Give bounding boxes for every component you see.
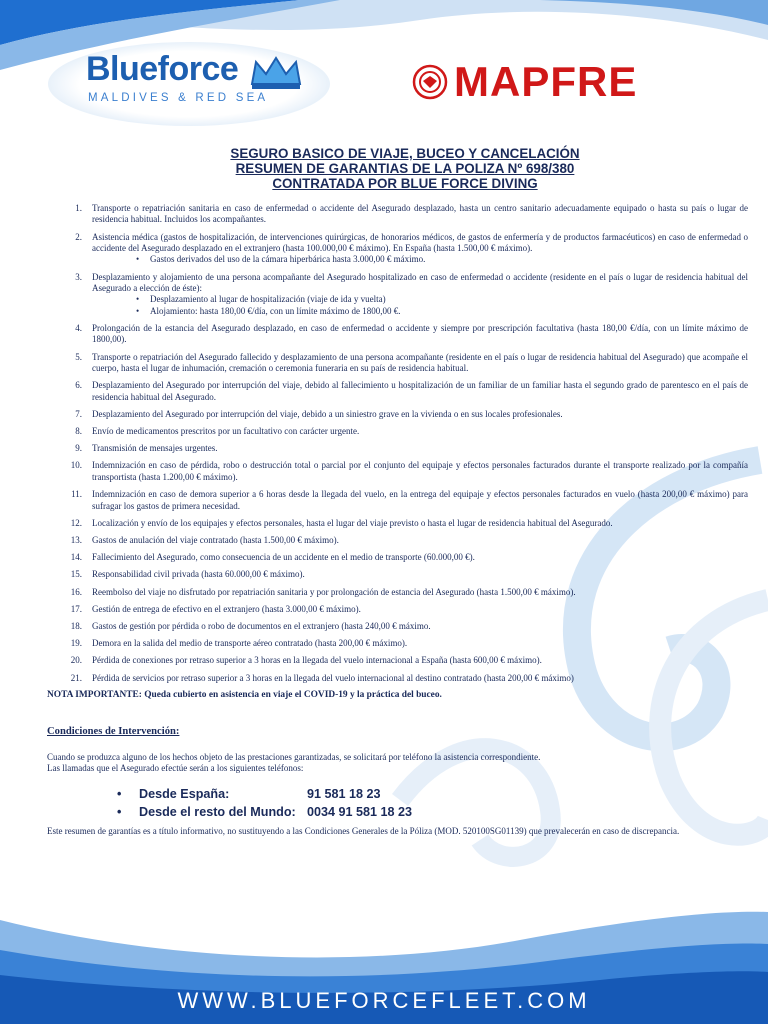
disclaimer: Este resumen de garantías es a título informativo, no sustituyendo a las Condiciones Generales de la Póliza (MOD. 520100SG01139) que prevalecerán en caso de discrepancia. <box>47 826 680 836</box>
coverage-item <box>58 232 748 266</box>
coverage-item <box>58 409 748 420</box>
item-number: 11. <box>71 489 82 500</box>
sub-item: • Gastos derivados del uso de la cámara hiperbárica hasta 3.000,00 € máximo. <box>92 254 748 265</box>
coverage-item <box>58 587 748 598</box>
important-note: NOTA IMPORTANTE: Queda cubierto en asistencia en viaje el COVID-19 y la práctica del buceo. <box>47 690 442 700</box>
item-text: Indemnización en caso de pérdida, robo o destrucción total o parcial por el conjunto del equipaje y efectos personales facturados durante el transporte realizado por la compañía transportista (hasta 1.200,00 € máximo). <box>92 460 748 482</box>
item-text: Indemnización en caso de demora superior a 6 horas desde la llegada del vuelo, en la entrega del equipaje y efectos personales facturados en vuelo (hasta 200,00 € máximo) para sufragar los gastos de primera necesidad. <box>92 489 748 511</box>
item-number: 6. <box>75 380 82 391</box>
coverage-item <box>58 673 748 684</box>
document-title <box>120 146 690 191</box>
coverage-item <box>58 352 748 375</box>
item-text: Desplazamiento del Asegurado por interrupción del viaje, debido al fallecimiento u hospitalización de un familiar de un familiar hasta el segundo grado de parentesco en el país de residencia habitual del Asegurado. <box>92 380 748 402</box>
mapfre-logo <box>412 60 692 106</box>
coverage-item <box>58 621 748 632</box>
item-text: Reembolso del viaje no disfrutado por repatriación sanitaria y por prolongación de estancia del Asegurado (hasta 1.500,00 € máximo). <box>92 586 576 597</box>
item-number: 9. <box>75 443 82 454</box>
coverage-item <box>58 489 748 512</box>
item-number: 12. <box>70 517 82 528</box>
coverage-item <box>58 443 748 454</box>
conditions-line: Las llamadas que el Asegurado efectúe serán a los siguientes teléfonos: <box>47 763 304 774</box>
item-text: Transporte o repatriación del Asegurado fallecido y desplazamiento de una persona acompañante (residente en el país o lugar de residencia habitual del Asegurado) que acompañe el cuerpo, hasta el lugar de inhumación, cremación o ceremonia funeraria en su país de residencia habitual. <box>92 351 748 374</box>
mapfre-emblem-icon <box>412 64 448 100</box>
crown-icon <box>248 54 304 90</box>
item-text: Fallecimiento del Asegurado, como consecuencia de un accidente en el medio de transporte (60.000,00 €). <box>92 552 475 563</box>
item-text: Asistencia médica (gastos de hospitalización, de intervenciones quirúrgicas, de honorarios médicos, de gastos de enfermería y de productos farmacéuticos) en caso de enfermedad o accidente del Asegurado desplazado en el extranjero (hasta 100.000,00 € máximo). En España (hasta 1.500,00 € máximo). <box>92 231 748 254</box>
sub-item: • Alojamiento: hasta 180,00 €/día, con un límite máximo de 1800,00 €. <box>92 306 748 317</box>
item-text: Pérdida de conexiones por retraso superior a 3 horas en la llegada del vuelo internacional a España (hasta 600,00 € máximo). <box>92 655 542 666</box>
item-number: 8. <box>75 426 82 437</box>
item-number: 5. <box>75 351 82 362</box>
coverage-item <box>58 655 748 666</box>
coverage-item <box>58 552 748 563</box>
item-number: 15. <box>70 569 82 580</box>
item-number: 21. <box>70 672 82 683</box>
item-number: 7. <box>75 408 82 419</box>
phone-label: Desde España: <box>139 787 230 801</box>
item-text: Transmisión de mensajes urgentes. <box>92 443 218 454</box>
insurer-name: MAPFRE <box>454 58 638 105</box>
item-number: 2. <box>75 231 82 242</box>
coverage-item <box>58 203 748 226</box>
item-text: Desplazamiento y alojamiento de una persona acompañante del Asegurado hospitalizado en caso de enfermedad o accidente (residente en el país o lugar de residencia habitual del Asegurado a elección de éste): <box>92 271 748 294</box>
item-text: Pérdida de servicios por retraso superior a 3 horas en la llegada del vuelo internacional al destino contratado (hasta 200,00 € máximo) <box>92 672 574 683</box>
item-number: 19. <box>70 638 82 649</box>
conditions-text <box>47 752 707 775</box>
item-number: 4. <box>75 323 82 334</box>
sub-item: • Desplazamiento al lugar de hospitalización (viaje de ida y vuelta) <box>92 294 748 305</box>
coverage-list <box>58 203 748 690</box>
item-text: Gastos de anulación del viaje contratado (hasta 1.500,00 € máximo). <box>92 534 339 545</box>
coverage-item <box>58 323 748 346</box>
phone-number[interactable]: 91 581 18 23 <box>307 787 381 801</box>
coverage-item <box>58 638 748 649</box>
item-text: Envío de medicamentos prescritos por un facultativo con carácter urgente. <box>92 426 360 437</box>
item-number: 17. <box>70 603 82 614</box>
item-number: 20. <box>70 655 82 666</box>
item-text: Localización y envío de los equipajes y efectos personales, hasta el lugar del viaje previsto o hasta el lugar de residencia habitual del Asegurado. <box>92 517 613 528</box>
bullet-icon: • <box>117 805 122 819</box>
item-text: Gestión de entrega de efectivo en el extranjero (hasta 3.000,00 € máximo). <box>92 603 361 614</box>
item-text: Gastos de gestión por pérdida o robo de documentos en el extranjero (hasta 240,00 € máximo. <box>92 620 431 631</box>
brand-name: Blueforce <box>86 50 239 88</box>
title-line: CONTRATADA POR BLUE FORCE DIVING <box>272 176 538 191</box>
coverage-item <box>58 380 748 403</box>
item-number: 18. <box>70 620 82 631</box>
bullet-icon: • <box>117 787 122 801</box>
item-number: 16. <box>70 586 82 597</box>
item-number: 3. <box>75 271 82 282</box>
conditions-line: Cuando se produzca alguno de los hechos objeto de las prestaciones garantizadas, se solicitará por teléfono la asistencia correspondiente. <box>47 752 541 762</box>
brand-tagline: MALDIVES & RED SEA <box>88 92 269 104</box>
item-number: 10. <box>70 460 82 471</box>
title-line: RESUMEN DE GARANTIAS DE LA POLIZA Nº 698/380 <box>235 161 575 176</box>
item-text: Prolongación de la estancia del Asegurado desplazado, en caso de enfermedad o accidente y siempre por prescripción facultativa (hasta 180,00 €/día, con un límite máximo de 1800,00). <box>92 323 748 345</box>
coverage-item <box>58 604 748 615</box>
item-text: Responsabilidad civil privada (hasta 60.000,00 € máximo). <box>92 569 305 580</box>
title-line: SEGURO BASICO DE VIAJE, BUCEO Y CANCELACIÓN <box>230 146 580 161</box>
coverage-item <box>58 426 748 437</box>
phone-label: Desde el resto del Mundo: <box>139 805 296 819</box>
phone-number[interactable]: 0034 91 581 18 23 <box>307 805 413 819</box>
coverage-item <box>58 460 748 483</box>
item-number: 1. <box>75 203 82 213</box>
conditions-heading: Condiciones de Intervención: <box>47 726 180 737</box>
coverage-item <box>58 272 748 318</box>
footer-website-link[interactable]: WWW.BLUEFORCEFLEET.COM <box>177 988 591 1013</box>
item-text: Transporte o repatriación sanitaria en caso de enfermedad o accidente del Asegurado desplazado, hasta un centro sanitario adecuadamente equipado o hasta su país o lugar de residencia habitual. Incluidos los acompañantes. <box>92 203 748 225</box>
blueforce-logo <box>48 42 330 126</box>
coverage-item <box>58 569 748 580</box>
coverage-item <box>58 518 748 529</box>
item-number: 14. <box>70 552 82 563</box>
item-text: Demora en la salida del medio de transporte aéreo contratado (hasta 200,00 € máximo). <box>92 638 408 649</box>
item-text: Desplazamiento del Asegurado por interrupción del viaje, debido a un siniestro grave en la vivienda o en sus locales profesionales. <box>92 408 563 419</box>
item-number: 13. <box>70 534 82 545</box>
coverage-item <box>58 535 748 546</box>
